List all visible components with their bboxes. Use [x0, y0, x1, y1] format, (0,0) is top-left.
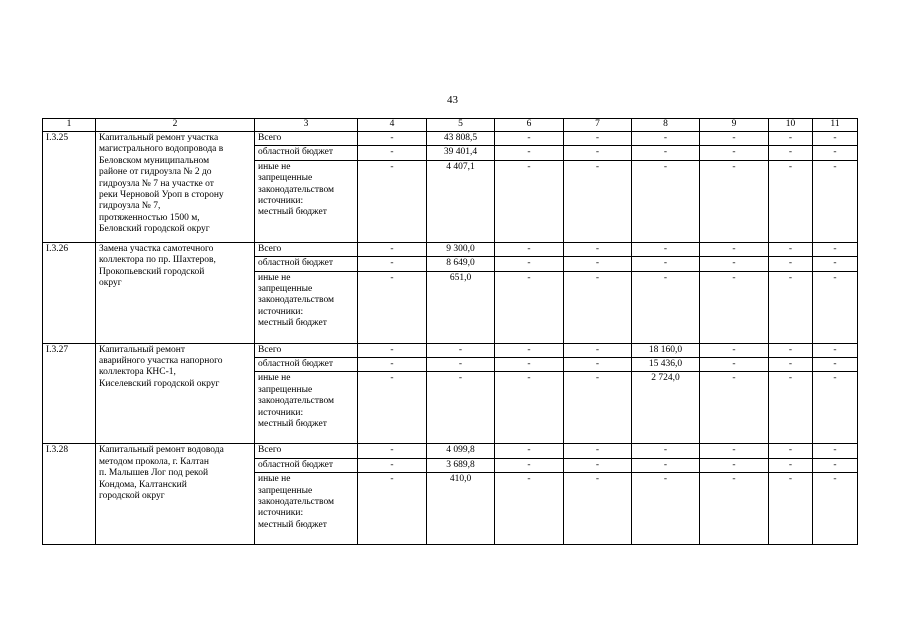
value-cell: -: [495, 132, 564, 146]
header-cell: 8: [632, 119, 700, 132]
value-cell: -: [358, 458, 427, 472]
value-cell: -: [564, 444, 632, 458]
value-cell: -: [769, 146, 813, 160]
value-cell: -: [813, 242, 858, 256]
source-label-line: запрещенные: [258, 384, 313, 395]
value-cell: -: [700, 444, 769, 458]
source-label-line: иные не: [258, 373, 291, 384]
page-number: 43: [447, 94, 458, 106]
value-cell: -: [358, 372, 427, 444]
value-cell: 18 160,0: [632, 343, 700, 357]
item-code: I.3.26: [43, 242, 96, 343]
value-cell: -: [813, 343, 858, 357]
description-line: гидроузла № 7 на участке от: [99, 178, 214, 189]
source-label-line: местный бюджет: [258, 419, 327, 430]
source-label-local: [255, 271, 358, 343]
source-label-regional: областной бюджет: [255, 358, 358, 372]
value-cell: -: [769, 132, 813, 146]
source-label-total: Всего: [255, 444, 358, 458]
description-line: п. Малышев Лог под рекой: [99, 468, 209, 479]
description-line: Замена участка самотечного: [99, 243, 214, 254]
value-cell: -: [358, 358, 427, 372]
item-code: I.3.27: [43, 343, 96, 444]
source-label-line: источники:: [258, 306, 304, 317]
item-description: [96, 242, 255, 343]
value-cell: -: [769, 343, 813, 357]
value-cell: -: [700, 257, 769, 271]
description-line: районе от гидроузла № 2 до: [99, 167, 212, 178]
source-label-regional: областной бюджет: [255, 458, 358, 472]
value-cell: -: [495, 372, 564, 444]
value-cell: -: [564, 372, 632, 444]
value-cell: -: [700, 242, 769, 256]
item-code: I.3.25: [43, 132, 96, 243]
value-cell: -: [358, 444, 427, 458]
value-cell: 410,0: [427, 473, 495, 545]
table-row: [43, 343, 858, 357]
description-line: реки Черновой Уроп в сторону: [99, 190, 224, 201]
description-line: Капитальный ремонт водовода: [99, 445, 224, 456]
value-cell: -: [769, 372, 813, 444]
value-cell: 4 099,8: [427, 444, 495, 458]
item-code: I.3.28: [43, 444, 96, 545]
value-cell: -: [700, 372, 769, 444]
value-cell: -: [632, 458, 700, 472]
value-cell: -: [564, 132, 632, 146]
value-cell: -: [813, 160, 858, 242]
value-cell: -: [564, 343, 632, 357]
value-cell: 2 724,0: [632, 372, 700, 444]
value-cell: -: [564, 473, 632, 545]
description-line: магистрального водопровода в: [99, 144, 224, 155]
value-cell: -: [427, 358, 495, 372]
description-line: Кондома, Калтанский: [99, 479, 187, 490]
value-cell: -: [769, 473, 813, 545]
value-cell: -: [427, 372, 495, 444]
value-cell: 8 649,0: [427, 257, 495, 271]
value-cell: -: [632, 473, 700, 545]
value-cell: -: [358, 473, 427, 545]
source-label-line: местный бюджет: [258, 318, 327, 329]
description-line: Беловский городской округ: [99, 224, 210, 235]
source-label-total: Всего: [255, 343, 358, 357]
source-label-regional: областной бюджет: [255, 257, 358, 271]
description-line: городской округ: [99, 491, 165, 502]
value-cell: -: [632, 257, 700, 271]
source-label-line: запрещенные: [258, 173, 313, 184]
header-cell: 11: [813, 119, 858, 132]
value-cell: -: [495, 458, 564, 472]
description-line: Капитальный ремонт: [99, 344, 186, 355]
source-label-line: источники:: [258, 508, 304, 519]
header-cell: 1: [43, 119, 96, 132]
value-cell: -: [700, 160, 769, 242]
description-line: Капитальный ремонт участка: [99, 133, 219, 143]
source-label-local: [255, 160, 358, 242]
value-cell: -: [769, 160, 813, 242]
value-cell: -: [358, 132, 427, 146]
value-cell: -: [564, 458, 632, 472]
source-label-line: иные не: [258, 272, 291, 283]
value-cell: -: [358, 160, 427, 242]
source-label-line: запрещенные: [258, 485, 313, 496]
value-cell: -: [495, 160, 564, 242]
description-line: методом прокола, г. Калтан: [99, 456, 209, 467]
source-label-line: иные не: [258, 474, 291, 485]
description-line: коллектора по пр. Шахтеров,: [99, 255, 216, 266]
value-cell: -: [358, 271, 427, 343]
source-label-line: законодательством: [258, 396, 335, 407]
value-cell: -: [700, 343, 769, 357]
value-cell: -: [813, 358, 858, 372]
source-label-total: Всего: [255, 132, 358, 146]
header-cell: 6: [495, 119, 564, 132]
source-label-line: местный бюджет: [258, 207, 327, 218]
value-cell: -: [495, 271, 564, 343]
value-cell: -: [700, 458, 769, 472]
value-cell: -: [495, 473, 564, 545]
item-description: [96, 132, 255, 243]
description-line: округ: [99, 278, 122, 289]
table-body: [43, 132, 858, 545]
source-label-line: законодательством: [258, 497, 335, 508]
source-label-line: источники:: [258, 407, 304, 418]
value-cell: -: [700, 271, 769, 343]
description-line: Киселевский городской округ: [99, 378, 220, 389]
table-row: [43, 242, 858, 256]
value-cell: -: [632, 146, 700, 160]
header-cell: 3: [255, 119, 358, 132]
value-cell: -: [632, 160, 700, 242]
value-cell: -: [495, 146, 564, 160]
value-cell: -: [769, 458, 813, 472]
value-cell: -: [813, 271, 858, 343]
value-cell: -: [358, 343, 427, 357]
source-label-regional: областной бюджет: [255, 146, 358, 160]
value-cell: -: [358, 242, 427, 256]
value-cell: -: [769, 444, 813, 458]
header-cell: 7: [564, 119, 632, 132]
value-cell: -: [495, 257, 564, 271]
value-cell: -: [564, 271, 632, 343]
value-cell: -: [632, 132, 700, 146]
value-cell: -: [813, 257, 858, 271]
description-line: Беловском муниципальном: [99, 155, 210, 166]
value-cell: -: [769, 358, 813, 372]
budget-table: [42, 118, 858, 545]
source-label-total: Всего: [255, 242, 358, 256]
value-cell: -: [769, 271, 813, 343]
header-row: [43, 119, 858, 132]
header-cell: 4: [358, 119, 427, 132]
value-cell: -: [358, 257, 427, 271]
header-cell: 5: [427, 119, 495, 132]
value-cell: -: [495, 242, 564, 256]
value-cell: -: [564, 146, 632, 160]
item-description: [96, 343, 255, 444]
value-cell: -: [700, 358, 769, 372]
value-cell: -: [564, 242, 632, 256]
value-cell: -: [495, 343, 564, 357]
value-cell: -: [632, 242, 700, 256]
description-line: Прокопьевский городской: [99, 266, 205, 277]
value-cell: -: [495, 358, 564, 372]
source-label-local: [255, 473, 358, 545]
value-cell: 15 436,0: [632, 358, 700, 372]
description-line: аварийного участка напорного: [99, 356, 223, 367]
source-label-line: местный бюджет: [258, 519, 327, 530]
value-cell: -: [564, 257, 632, 271]
value-cell: -: [813, 132, 858, 146]
source-label-line: источники:: [258, 196, 304, 207]
description-line: протяженностью 1500 м,: [99, 212, 200, 223]
header-cell: 9: [700, 119, 769, 132]
value-cell: -: [564, 160, 632, 242]
value-cell: -: [813, 146, 858, 160]
value-cell: -: [632, 271, 700, 343]
table-row: [43, 444, 858, 458]
value-cell: -: [700, 146, 769, 160]
value-cell: -: [813, 458, 858, 472]
value-cell: -: [358, 146, 427, 160]
item-description: [96, 444, 255, 545]
value-cell: -: [813, 473, 858, 545]
value-cell: 3 689,8: [427, 458, 495, 472]
source-label-local: [255, 372, 358, 444]
value-cell: 651,0: [427, 271, 495, 343]
source-label-line: законодательством: [258, 295, 335, 306]
value-cell: -: [769, 242, 813, 256]
value-cell: -: [632, 444, 700, 458]
header-cell: 10: [769, 119, 813, 132]
value-cell: -: [813, 444, 858, 458]
table-row: [43, 132, 858, 146]
value-cell: -: [700, 132, 769, 146]
source-label-line: законодательством: [258, 184, 335, 195]
value-cell: 9 300,0: [427, 242, 495, 256]
description-line: коллектора КНС-1,: [99, 367, 176, 378]
description-line: гидроузла № 7,: [99, 201, 161, 212]
value-cell: -: [427, 343, 495, 357]
value-cell: -: [495, 444, 564, 458]
value-cell: -: [813, 372, 858, 444]
value-cell: -: [564, 358, 632, 372]
value-cell: -: [769, 257, 813, 271]
value-cell: 4 407,1: [427, 160, 495, 242]
value-cell: 43 808,5: [427, 132, 495, 146]
value-cell: 39 401,4: [427, 146, 495, 160]
value-cell: -: [700, 473, 769, 545]
header-cell: 2: [96, 119, 255, 132]
source-label-line: иные не: [258, 161, 291, 172]
source-label-line: запрещенные: [258, 284, 313, 295]
